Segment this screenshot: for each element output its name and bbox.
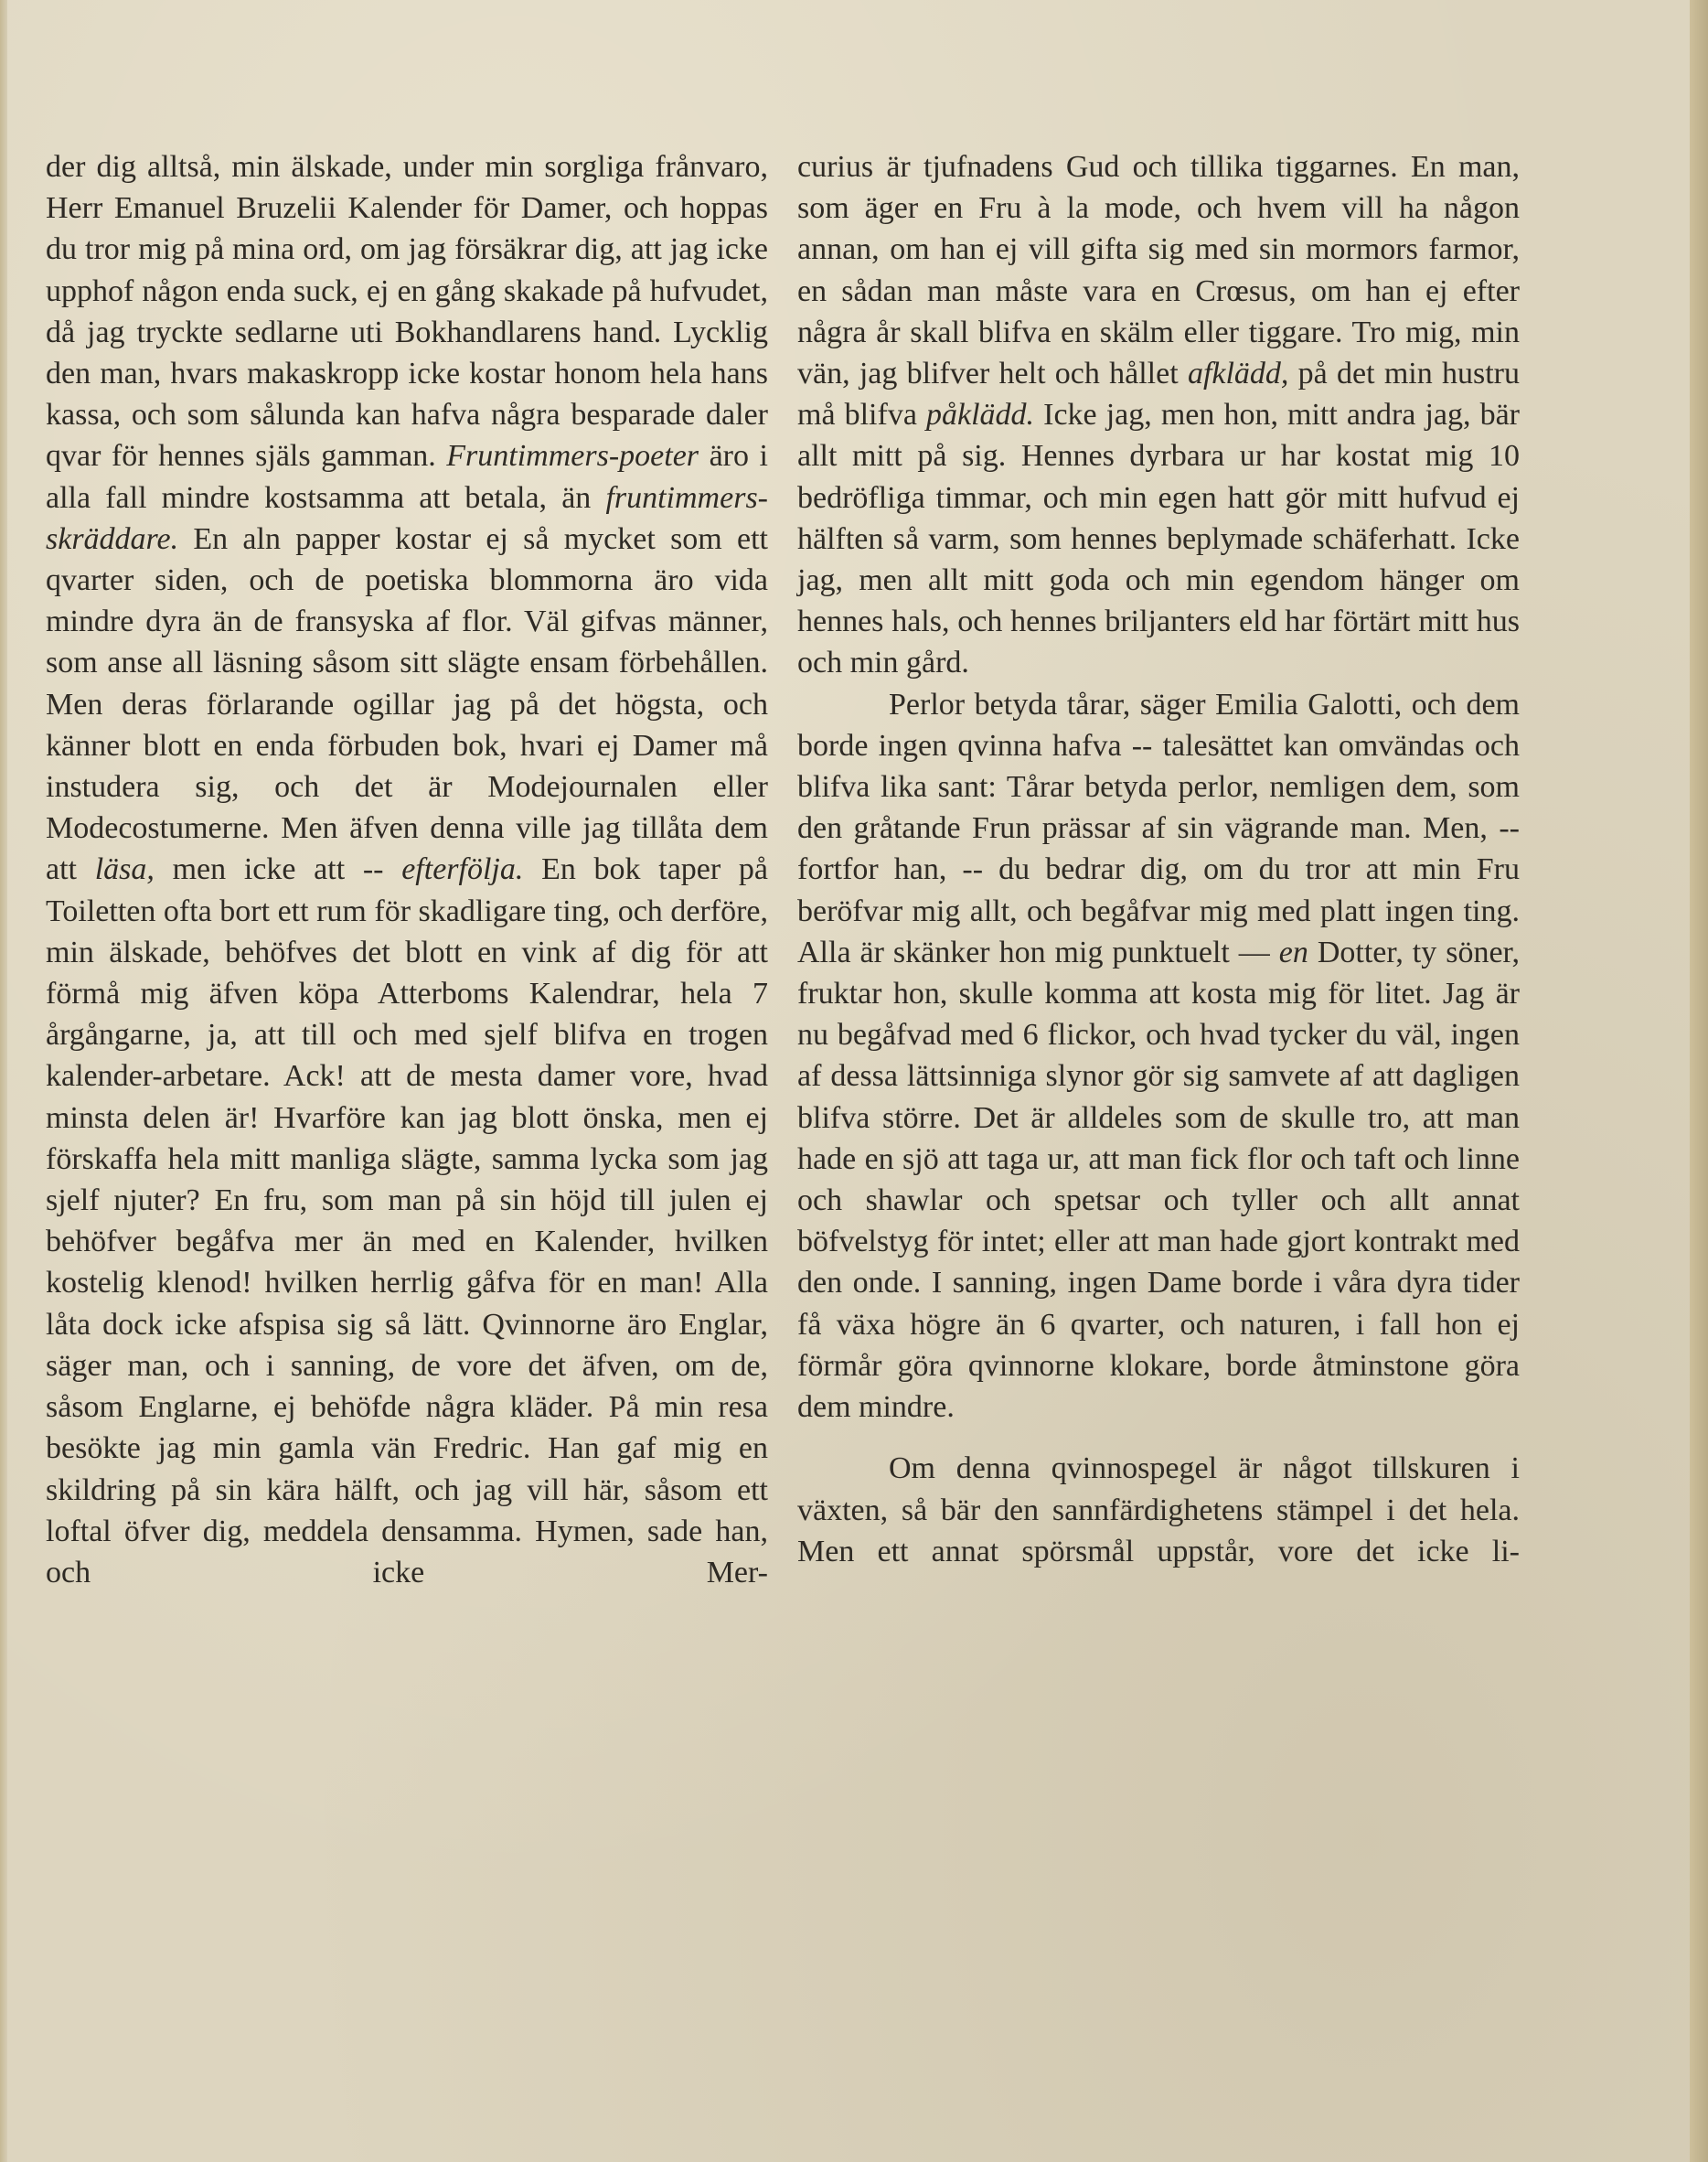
text-run: Dotter, ty söner, fruktar hon, skulle komma att kosta mig för litet. Jag är nu begåfvad med 6 flickor, och hvad tycker du väl, ingen af dessa lättsinniga slynor gör sig samvete af att dagligen blifva större. Det är alldeles som de skulle tro, att man hade en sjö att taga ur, att man fick flor och taft och linne och shawlar och spetsar och tyller och allt annat böfvelstyg för intet; eller att man hade gjort kontrakt med den onde. I sanning, ingen Dame borde i våra dyra tider få växa högre än 6 qvarter, och naturen, i fall hon ej förmår göra qvinnorne klokare, borde åtminstone göra dem mindre. [797,935,1520,1425]
right-column [797,146,1520,1572]
page-edge-right [1690,0,1708,2162]
italic-run: afklädd, [1187,357,1289,391]
page-edge-left [0,0,7,2162]
left-paragraph-1 [46,146,768,1593]
text-run: Om denna qvinnospegel är något tillskuren i växten, så bär den sannfärdighetens stämpel i det hela. Men ett annat spörsmål uppstår, vore det icke li- [797,1451,1520,1568]
left-column [46,146,768,1593]
text-run: på det min hustru må blifva [797,357,1520,433]
italic-run: Fruntimmers-poeter [446,439,699,474]
right-paragraph-3 [797,1448,1520,1572]
text-run: En bok taper på Toiletten ofta bort ett rum för skadligare ting, och derföre, min älskade, behöfves det blott en vink af dig för att förmå mig äfven köpa Atterboms Kalendrar, hela 7 årgångarne, ja, att till och med sjelf blifva en trogen kalender-arbetare. Ack! att de mesta damer vore, hvad minsta delen är! Hvarföre kan jag blott önska, men ej förskaffa hela mitt manliga slägte, samma lycka som jag sjelf njuter? En fru, som man på sin höjd till julen ej behöfver begåfva mer än med en Kalender, hvilken kostelig klenod! hvilken herrlig gåfva för en man! Alla låta dock icke afspisa sig så lätt. Qvinnorne äro Englar, säger man, och i sanning, de vore det äfven, om de, såsom Englarne, ej behöfde några kläder. På min resa besökte jag min gamla vän Fredric. Han gaf mig en skildring på sin kära hälft, och jag vill här, såsom ett loftal öfver dig, meddela densamma. Hymen, sade han, och icke Mer- [46,852,769,1589]
italic-run: en [1278,935,1308,969]
right-paragraph-1 [797,146,1520,684]
text-run: Perlor betyda tårar, säger Emilia Galotti, och dem borde ingen qvinna hafva -- talesättet kan omvändas och blifva lika sant: Tårar betyda perlor, nemligen dem, som den gråtande Frun prässar af sin vägrande man. Men, -- fortfor han, -- du bedrar dig, om du tror att min Fru beröfvar mig allt, och begåfvar mig med platt ingen ting. Alla är skänker hon mig punktuelt — [797,687,1520,969]
text-run: äro i alla fall mindre kostsamma att betala, än [46,439,769,515]
text-run: der dig alltså, min älskade, under min sorgliga frånvaro, Herr Emanuel Bruzelii Kalender för Damer, och hoppas du tror mig på mina ord, om jag försäkrar dig, att jag icke upphof någon enda suck, ej en gång skakade på hufvudet, då jag tryckte sedlarne uti Bokhandlarens hand. Lycklig den man, hvars makaskropp icke kostar honom hela hans kassa, och som sålunda kan hafva några besparade daler qvar för hennes själs gamman. [46,150,768,474]
right-paragraph-2 [797,684,1520,1429]
italic-run: påklädd. [926,398,1035,433]
text-run: Icke jag, men hon, mitt andra jag, bär allt mitt på sig. Hennes dyrbara ur har kostat mig 10 bedröfliga timmar, och min egen hatt gör mitt hufvud ej hälften så varm, som hennes beplymade schäferhatt. Icke jag, men allt mitt goda och min egendom hänger om hennes hals, och hennes briljanters eld har förtärt mitt hus och min gård. [797,398,1520,680]
text-run: En aln papper kostar ej så mycket som ett qvarter siden, och de poetiska blommorna äro vida mindre dyra än de fransyska af flor. Väl gifvas männer, som anse all läsning såsom sitt slägte ensam förbehållen. Men deras förlarande ogillar jag på det högsta, och känner blott en enda förbuden bok, hvari ej Damer må instudera sig, och det är Modejournalen eller Modecostumerne. Men äfven denna ville jag tillåta dem att [46,521,768,887]
text-run: men icke att -- [154,852,402,887]
italic-run: efterfölja. [401,852,524,887]
italic-run: läsa, [94,852,155,887]
text-run: curius är tjufnadens Gud och tillika tiggarnes. En man, som äger en Fru à la mode, och hvem vill ha någon annan, om han ej vill gifta sig med sin mormors farmor, en sådan man måste vara en Crœsus, om han ej efter några år skall blifva en skälm eller tiggare. Tro mig, min vän, jag blifver helt och hållet [797,150,1520,391]
italic-run: fruntimmers-skräddare. [46,480,768,556]
